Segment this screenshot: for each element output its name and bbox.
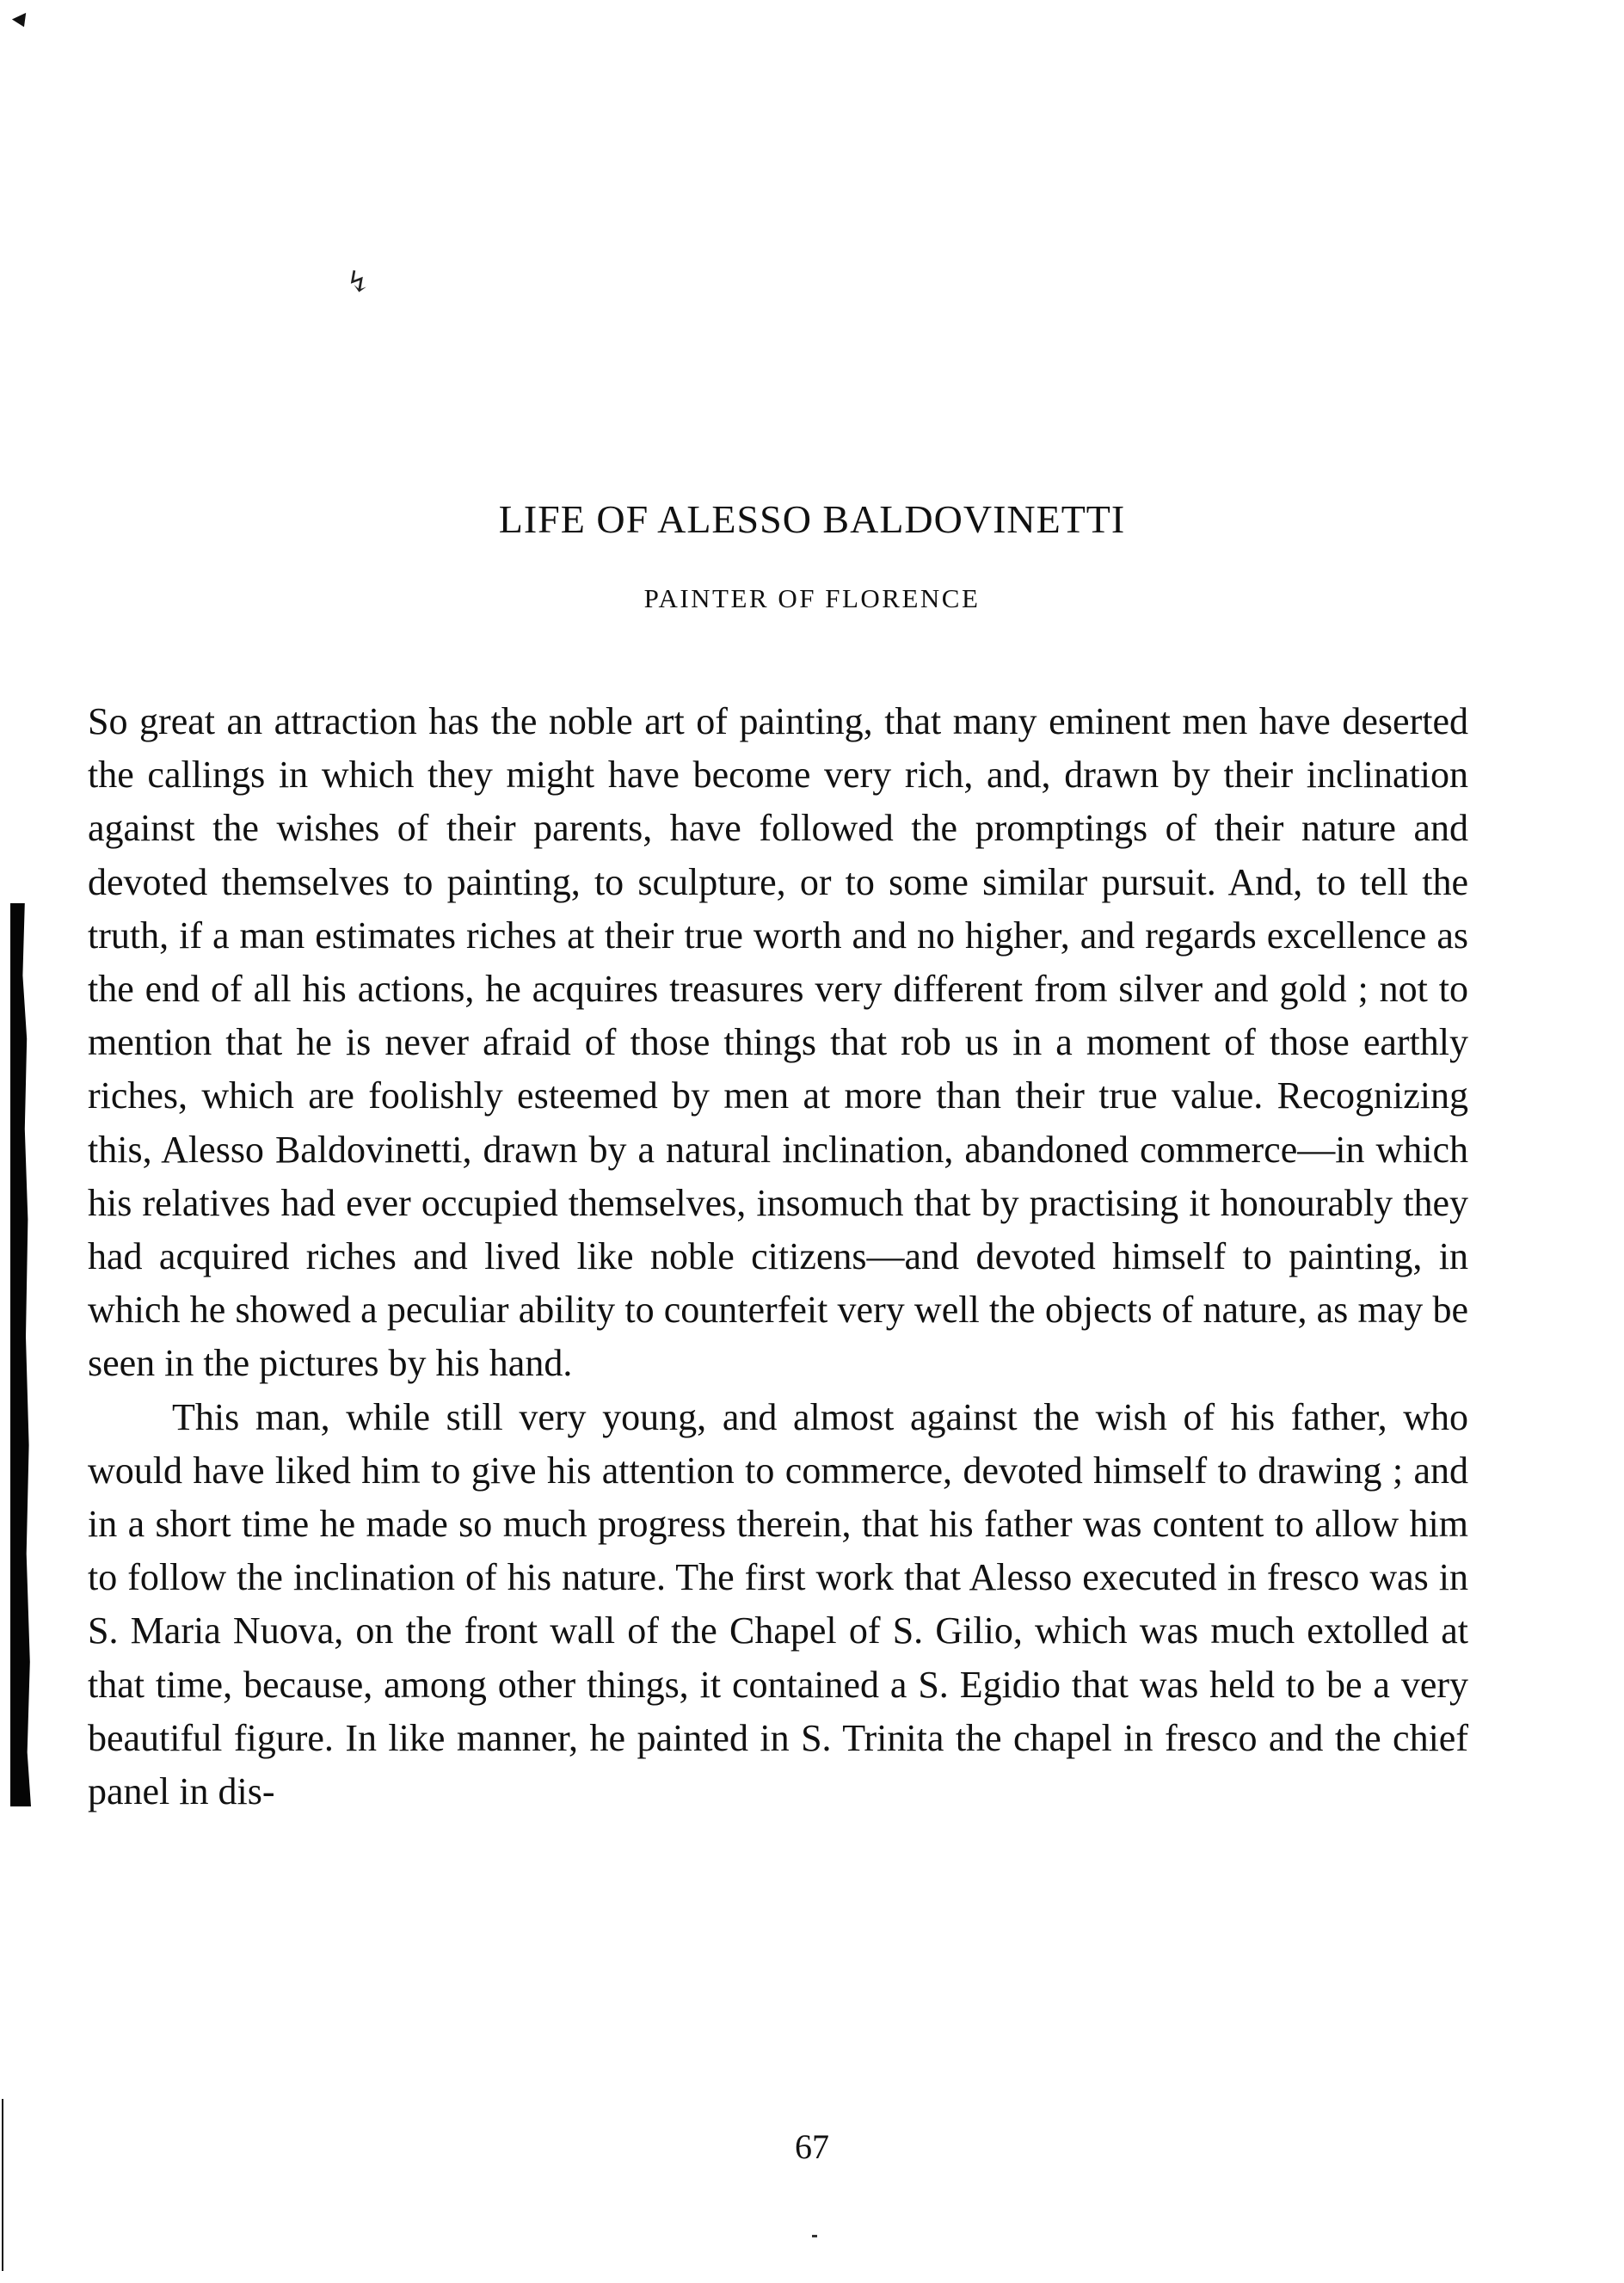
bottom-ink-dot: [812, 2235, 817, 2237]
paragraph-2: This man, while still very young, and almost against the wish of his father, who would have liked him to give his attention to commerce, devoted himself to drawing ; and in a short time he made so much progress therein, that his father was content to allow him to follow the inclination of his nature. The first work that Alesso executed in fresco was in S. Maria Nuova, on the front wall of the Chapel of S. Gilio, which was much extolled at that time, because, among other things, it contained a S. Egidio that was held to be a very beautiful figure. In like manner, he painted in S. Trinita the chapel in fresco and the chief panel in dis-: [88, 1395, 1468, 1813]
binding-shadow: [10, 903, 31, 1806]
corner-ink-mark-icon: [12, 13, 31, 30]
body-text: [88, 695, 1468, 1818]
chapter-title: LIFE OF ALESSO BALDOVINETTI: [498, 497, 1126, 541]
paragraph-1: So great an attraction has the noble art of painting, that many eminent men have deserted the callings in which they might have become very rich, and, drawn by their inclination against the wishes of their parents, have followed the promptings of their nature and devoted themselves to painting, to sculpture, or to some similar pursuit. And, to tell the truth, if a man estimates riches at their true worth and no higher, and regards excellence as the end of all his actions, he acquires treasures very different from silver and gold ; not to mention that he is never afraid of those things that rob us in a moment of those earthly riches, which are foolishly esteemed by men at more than their true value. Recognizing this, Alesso Baldovinetti, drawn by a natural inclination, abandoned commerce—in which his relatives had ever occupied themselves, insomuch that by practising it honourably they had acquired riches and lived like noble citizens—and devoted himself to painting, in which he showed a peculiar ability to counterfeit very well the objects of nature, as may be seen in the pictures by his hand.: [88, 700, 1468, 1385]
stray-ink-mark-icon: ↯: [346, 267, 371, 298]
binding-edge-line: [2, 2099, 3, 2271]
chapter-subtitle: PAINTER OF FLORENCE: [643, 583, 981, 613]
page-number: 67: [795, 2127, 829, 2166]
